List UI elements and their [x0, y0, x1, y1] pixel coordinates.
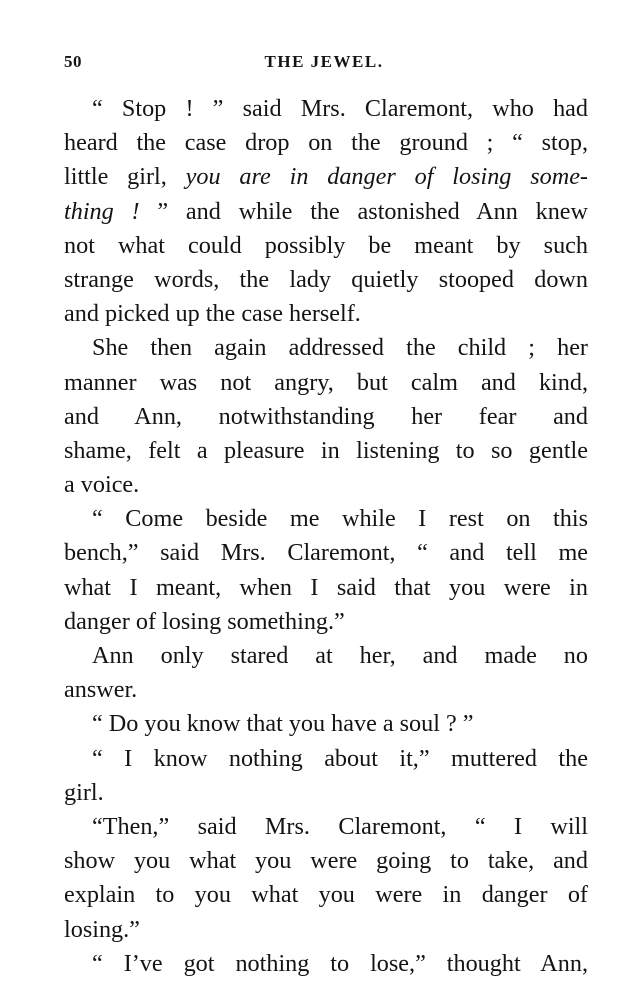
text-line: not what could possibly be meant by such [64, 231, 588, 259]
text-line: strange words, the lady quietly stooped down [64, 265, 588, 293]
text-line: “ I know nothing about it,” muttered the [92, 744, 588, 772]
body-text [64, 92, 588, 981]
text-line: She then again addressed the child ; her [92, 334, 588, 362]
text-line: answer. [64, 676, 138, 704]
text-line: and Ann, notwithstanding her fear and [64, 402, 588, 430]
text-run: little girl, [64, 163, 186, 191]
italic-run: thing ! [64, 197, 158, 225]
text-line: and picked up the case herself. [64, 300, 361, 328]
text-line: girl. [64, 778, 104, 806]
text-line: a voice. [64, 471, 140, 499]
text-line: “ Stop ! ” said Mrs. Claremont, who had [92, 95, 588, 122]
text-line: bench,” said Mrs. Claremont, “ and tell me [64, 539, 588, 567]
page-number: 50 [64, 52, 82, 71]
text-line: “ Do you know that you have a soul ? ” [92, 710, 474, 738]
text-line: danger of losing something.” [64, 607, 345, 635]
text-line [64, 195, 588, 229]
running-header [64, 52, 584, 72]
text-line: explain to you what you were in danger of [64, 881, 588, 909]
text-line: Ann only stared at her, and made no [92, 642, 588, 669]
text-run: ” and while the astonished Ann knew [157, 197, 588, 225]
text-line: shame, felt a pleasure in listening to so gentle [64, 436, 588, 464]
text-line: heard the case drop on the ground ; “ stop, [64, 129, 588, 157]
text-line: “ Come beside me while I rest on this [92, 505, 588, 533]
text-line: “Then,” said Mrs. Claremont, “ I will [92, 812, 588, 840]
text-line [64, 160, 588, 194]
text-line: manner was not angry, but calm and kind, [64, 368, 588, 396]
text-line: losing.” [64, 915, 140, 943]
text-line: show you what you were going to take, and [64, 847, 588, 875]
running-title: THE JEWEL. [264, 52, 384, 71]
italic-run: you are in danger of losing some- [185, 163, 588, 191]
text-line: “ I’ve got nothing to lose,” thought Ann, [92, 949, 588, 977]
text-line: what I meant, when I said that you were in [64, 573, 588, 601]
